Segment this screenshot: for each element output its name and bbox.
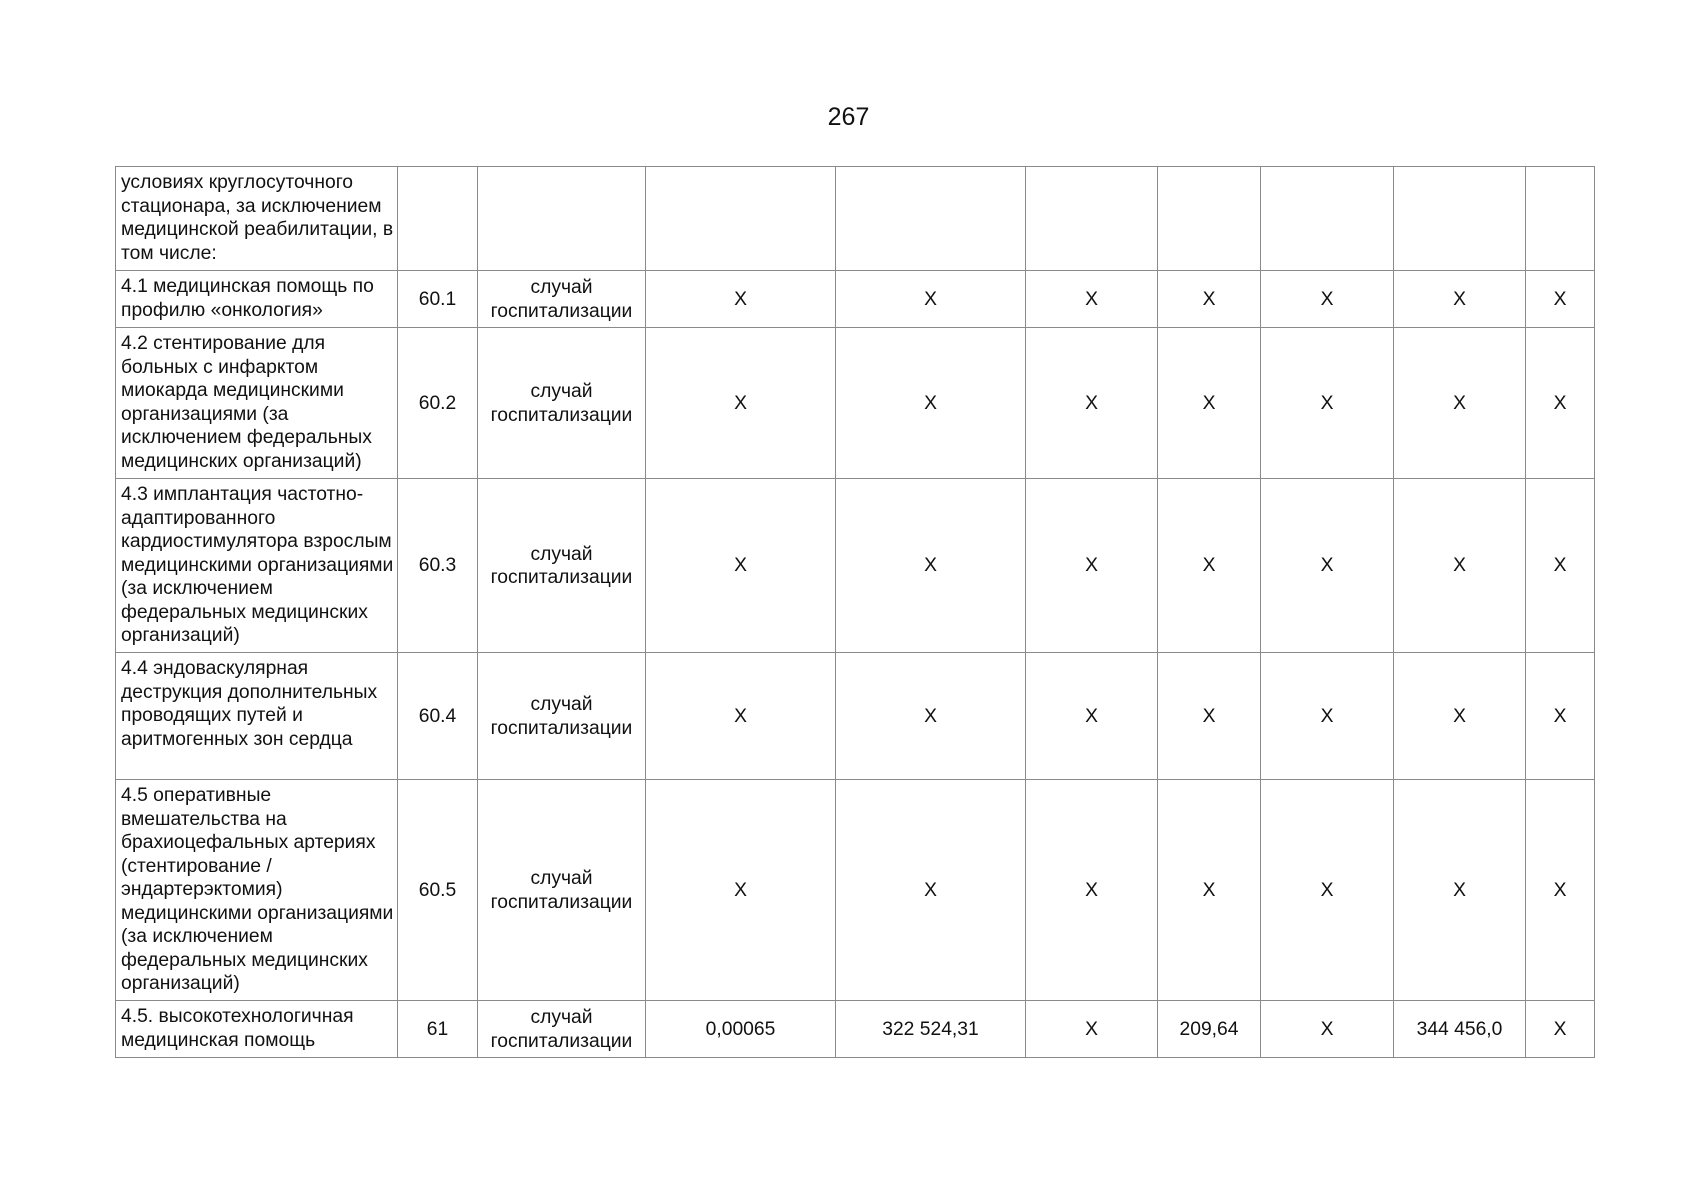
row-name-cell: 4.5. высокотехнологичная медицинская помощь [116, 1001, 398, 1058]
row-value-cell: X [1394, 271, 1526, 328]
row-value-cell [836, 167, 1026, 271]
row-value-cell: X [1526, 653, 1595, 780]
row-name-cell: 4.3 имплантация частотно-адаптированного кардиостимулятора взрослым медицинскими организациями (за исключением федеральных медицинских организаций) [116, 479, 398, 653]
row-value-cell: X [836, 271, 1026, 328]
row-unit-cell: случай госпитализации [478, 479, 646, 653]
row-code-cell: 60.4 [398, 653, 478, 780]
row-value-cell: X [1394, 479, 1526, 653]
row-value-cell: X [1526, 479, 1595, 653]
row-value-cell: X [1261, 1001, 1394, 1058]
row-code-cell: 60.5 [398, 780, 478, 1001]
row-value-cell: X [1158, 271, 1261, 328]
row-unit-cell: случай госпитализации [478, 271, 646, 328]
row-value-cell: X [836, 653, 1026, 780]
data-table [115, 166, 1595, 1058]
row-value-cell: X [1394, 653, 1526, 780]
row-value-cell: X [1026, 653, 1158, 780]
row-value-cell: X [646, 653, 836, 780]
row-value-cell: X [1158, 328, 1261, 479]
table-row [116, 479, 1595, 653]
row-code-cell [398, 167, 478, 271]
row-unit-cell: случай госпитализации [478, 328, 646, 479]
row-code-cell: 61 [398, 1001, 478, 1058]
row-value-cell: 0,00065 [646, 1001, 836, 1058]
table-row [116, 1001, 1595, 1058]
row-value-cell: X [1394, 780, 1526, 1001]
row-value-cell: X [1261, 271, 1394, 328]
row-value-cell: X [1026, 328, 1158, 479]
row-name-cell: 4.5 оперативные вмешательства на брахиоцефальных артериях (стентирование / эндартерэктомия) медицинскими организациями (за исключением федеральных медицинских организаций) [116, 780, 398, 1001]
page-number: 267 [827, 103, 870, 131]
table-row [116, 653, 1595, 780]
row-unit-cell: случай госпитализации [478, 653, 646, 780]
row-value-cell: X [646, 271, 836, 328]
row-value-cell: X [836, 780, 1026, 1001]
row-value-cell: X [1026, 479, 1158, 653]
row-value-cell: 344 456,0 [1394, 1001, 1526, 1058]
row-value-cell: X [1158, 653, 1261, 780]
row-code-cell: 60.3 [398, 479, 478, 653]
row-unit-cell: случай госпитализации [478, 780, 646, 1001]
row-value-cell: X [1526, 328, 1595, 479]
row-value-cell [1526, 167, 1595, 271]
row-value-cell: X [1526, 271, 1595, 328]
row-value-cell: X [1261, 780, 1394, 1001]
table-row [116, 780, 1595, 1001]
row-name-cell: 4.2 стентирование для больных с инфарктом миокарда медицинскими организациями (за исключением федеральных медицинских организаций) [116, 328, 398, 479]
row-value-cell: X [1261, 328, 1394, 479]
table-body [116, 167, 1595, 1058]
row-value-cell: X [1026, 780, 1158, 1001]
row-name-cell: 4.1 медицинская помощь по профилю «онкология» [116, 271, 398, 328]
row-unit-cell [478, 167, 646, 271]
table-row [116, 328, 1595, 479]
row-value-cell: X [646, 479, 836, 653]
row-value-cell: X [1261, 479, 1394, 653]
row-value-cell [1261, 167, 1394, 271]
row-value-cell: 209,64 [1158, 1001, 1261, 1058]
row-value-cell: X [1526, 1001, 1595, 1058]
row-unit-cell: случай госпитализации [478, 1001, 646, 1058]
row-code-cell: 60.2 [398, 328, 478, 479]
row-value-cell: X [1026, 1001, 1158, 1058]
row-value-cell: 322 524,31 [836, 1001, 1026, 1058]
row-code-cell: 60.1 [398, 271, 478, 328]
table-row [116, 167, 1595, 271]
row-value-cell [1026, 167, 1158, 271]
row-value-cell: X [1026, 271, 1158, 328]
row-value-cell [646, 167, 836, 271]
row-value-cell: X [1394, 328, 1526, 479]
row-value-cell: X [646, 780, 836, 1001]
row-value-cell [1158, 167, 1261, 271]
table-row [116, 271, 1595, 328]
row-value-cell [1394, 167, 1526, 271]
row-value-cell: X [836, 479, 1026, 653]
row-value-cell: X [1261, 653, 1394, 780]
row-value-cell: X [646, 328, 836, 479]
row-value-cell: X [836, 328, 1026, 479]
row-value-cell: X [1526, 780, 1595, 1001]
row-value-cell: X [1158, 479, 1261, 653]
row-name-cell: 4.4 эндоваскулярная деструкция дополнительных проводящих путей и аритмогенных зон сердца [116, 653, 398, 780]
row-value-cell: X [1158, 780, 1261, 1001]
row-name-cell: условиях круглосуточного стационара, за исключением медицинской реабилитации, в том числе: [116, 167, 398, 271]
